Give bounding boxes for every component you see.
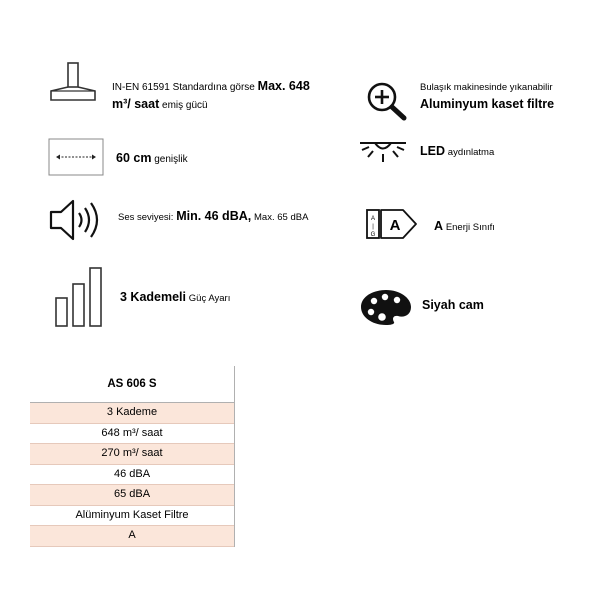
palette-icon [360,288,412,326]
svg-text:G: G [370,232,376,238]
suction-suffix: emiş gücü [162,100,208,111]
filter-line2: Aluminyum kaset filtre [420,97,555,111]
noise-prefix: Ses seviyesi: [118,212,174,223]
width-suffix: genişlik [154,154,188,165]
spec-row: 46 dBA [30,465,234,486]
energy-suffix: Enerji Sınıfı [445,222,495,233]
spec-row: A [30,526,234,547]
noise-value: Min. 46 dBA, [176,209,252,223]
spec-table [30,366,235,547]
magnifier-plus-icon [364,80,410,122]
glass-value: Siyah cam [422,298,484,312]
energy-scale-top: A [370,216,376,222]
noise-suffix: Max. 65 dBA [254,212,309,223]
spec-table-header: AS 606 S [30,366,234,403]
spec-row: 65 dBA [30,485,234,506]
energy-value: A [434,219,444,233]
suction-prefix: IN-EN 61591 Standardına görse [112,82,255,93]
speed-suffix: Güç Ayarı [188,293,231,304]
lighting-suffix: aydınlatma [447,147,495,158]
energy-label-icon [366,208,418,240]
svg-text:|: | [372,224,374,230]
spec-row: 648 m³/ saat [30,424,234,445]
led-lamp-icon [358,138,408,166]
speaker-icon [48,198,108,242]
hood-icon [48,62,98,104]
spec-row: 3 Kademe [30,403,234,424]
suction-value-line2: m³/ saat [112,97,160,111]
width-arrow-icon [48,138,104,176]
lighting-value: LED [420,144,445,158]
spec-row: 270 m³/ saat [30,444,234,465]
speed-value: 3 Kademeli [120,290,187,304]
suction-value-line1: Max. 648 [257,79,310,93]
speed-bars-icon [54,266,104,328]
energy-badge-letter: A [389,217,401,234]
width-value: 60 cm [116,151,152,165]
filter-line1: Bulaşık makinesinde yıkanabilir [420,82,553,93]
spec-row: Alüminyum Kaset Filtre [30,506,234,527]
